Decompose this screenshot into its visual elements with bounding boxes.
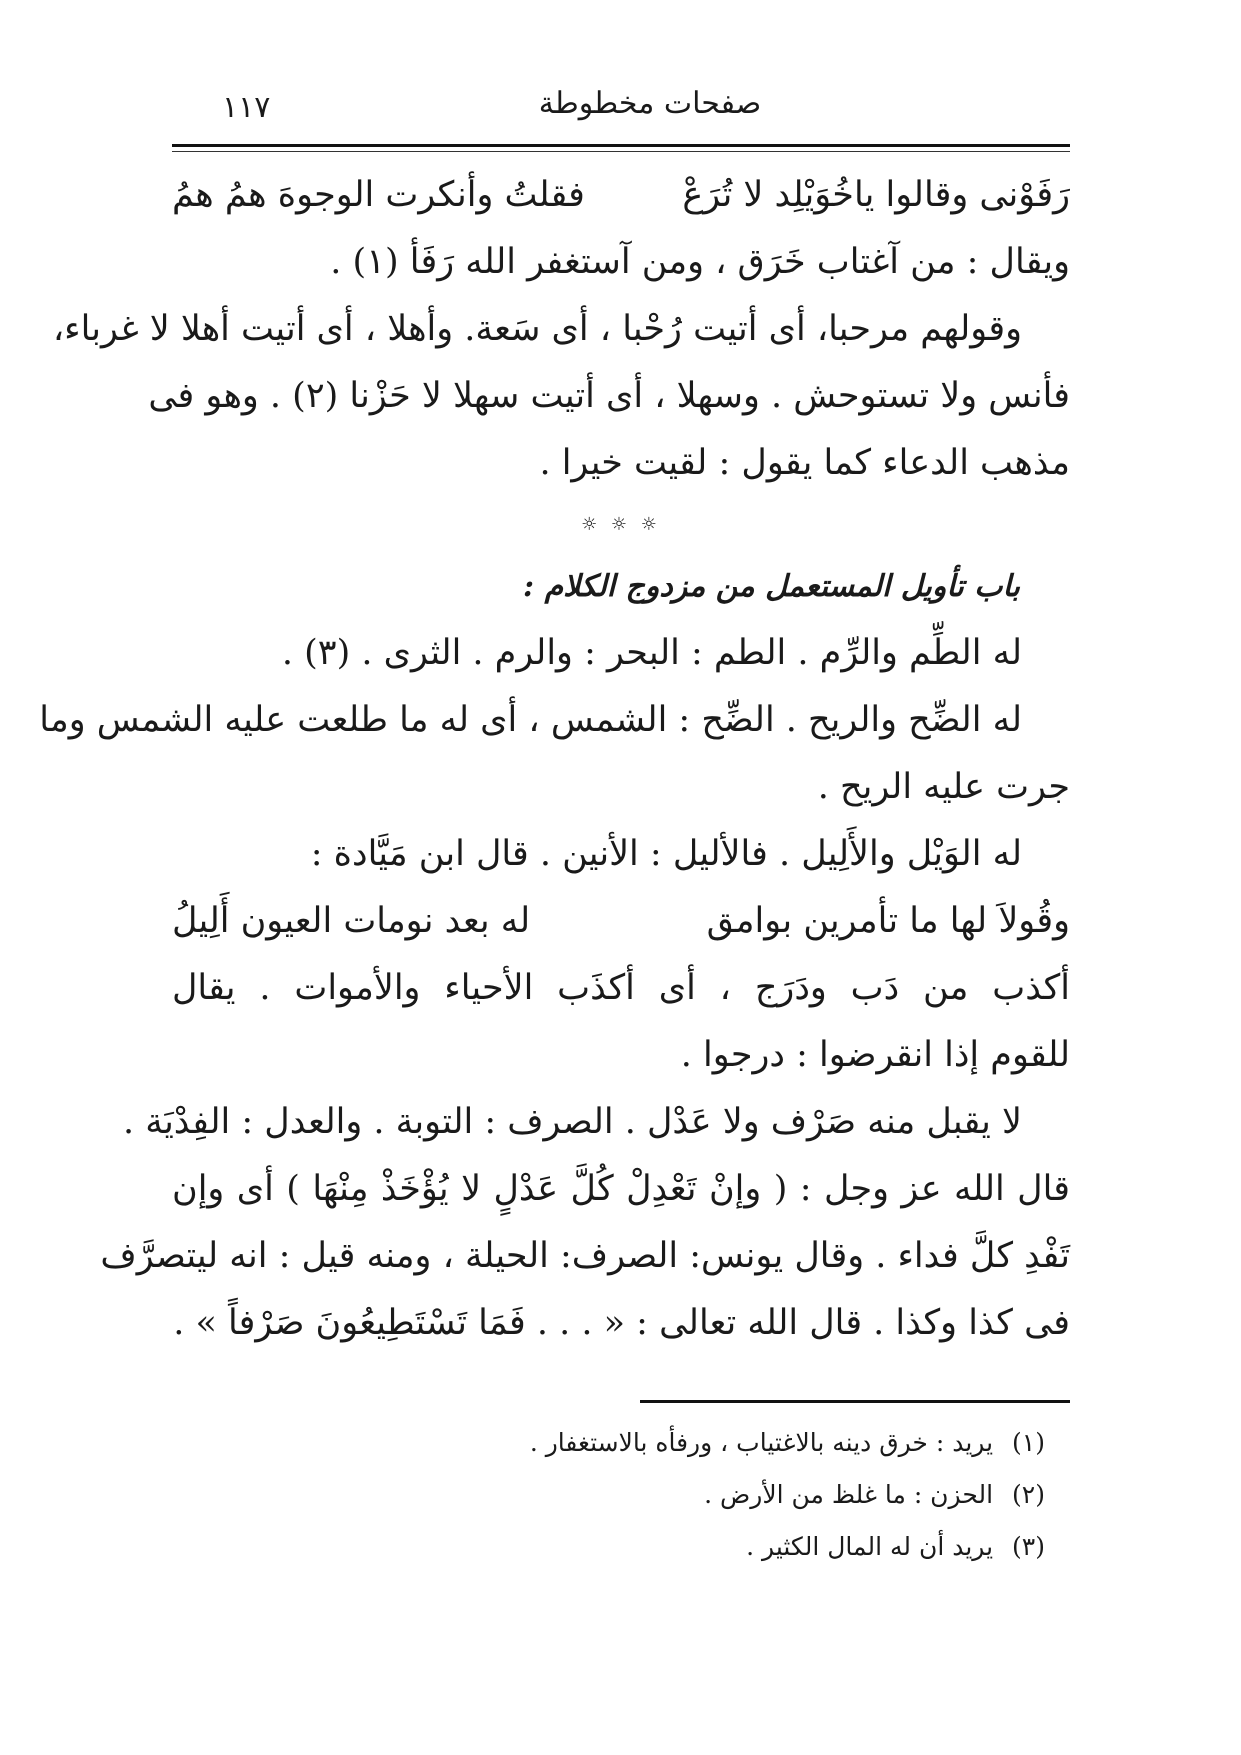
- footnote-rule: [640, 1400, 1070, 1403]
- footnote: [300, 1469, 1045, 1521]
- text-line: مذهب الدعاء كما يقول : لقيت خيرا .: [539, 443, 1070, 483]
- main-text: [39, 162, 1070, 1357]
- text-line: لا يقبل منه صَرْف ولا عَدْل . الصرف : التوبة . والعدل : الفِدْيَة .: [123, 1102, 1022, 1142]
- text-line: للقوم إذا انقرضوا : درجوا .: [680, 1035, 1070, 1075]
- verse-line-1: [172, 162, 1070, 229]
- verse-hemistich-left: له بعد نومات العيون أَلِيلُ: [172, 901, 531, 941]
- footnote-number: (٣): [1012, 1532, 1045, 1561]
- text-line: جرت عليه الريح .: [817, 767, 1070, 807]
- footnote: [300, 1521, 1045, 1573]
- footnote-text: الحزن : ما غلظ من الأرض .: [704, 1480, 994, 1509]
- text-line: فأنس ولا تستوحش . وسهلا ، أى أتيت سهلا لا حَزْنا (٢) . وهو فى: [148, 376, 1070, 416]
- verse-line-2: [172, 888, 1070, 955]
- text-line: قال الله عز وجل : ( وإنْ تَعْدِلْ كُلَّ عَدْلٍ لا يُؤْخَذْ مِنْهَا ) أى وإن: [172, 1169, 1070, 1209]
- header-rule-thin: [172, 151, 1070, 152]
- footnote-text: يريد أن له المال الكثير .: [746, 1532, 994, 1561]
- verse-hemistich-right: وقُولاَ لها ما تأمرين بوامق: [706, 901, 1070, 941]
- page-header: [170, 82, 1070, 132]
- text-line: ويقال : من آغتاب خَرَق ، ومن آستغفر الله رَفَأ (١) .: [330, 242, 1070, 282]
- running-title: صفحات مخطوطة: [538, 86, 762, 121]
- text-line: فى كذا وكذا . قال الله تعالى : « . . . فَمَا تَسْتَطِيعُونَ صَرْفاً » .: [173, 1303, 1070, 1343]
- verse-hemistich-right: رَفَوْنى وقالوا ياخُوَيْلِد لا تُرَعْ: [682, 175, 1070, 215]
- section-heading: باب تأويل المستعمل من مزدوج الكلام :: [523, 569, 1020, 604]
- verse-hemistich-left: فقلتُ وأنكرت الوجوهَ همُ همُ: [172, 175, 585, 215]
- text-line: أكذب من دَب ودَرَج ، أى أكذَب الأحياء والأموات . يقال: [172, 968, 1070, 1008]
- section-separator: ☼ ☼ ☼: [581, 514, 661, 535]
- page-number: ١١٧: [222, 90, 271, 125]
- footnote: [300, 1417, 1045, 1469]
- footnote-number: (١): [1012, 1428, 1045, 1457]
- text-line: له الضِّح والريح . الضِّح : الشمس ، أى له ما طلعت عليه الشمس وما: [39, 700, 1022, 740]
- text-line: له الوَيْل والأَلِيل . فالأليل : الأنين . قال ابن مَيَّادة :: [310, 834, 1022, 874]
- footnotes: [300, 1417, 1045, 1573]
- text-line: له الطِّم والرِّم . الطم : البحر : والرم . الثرى . (٣) .: [281, 633, 1022, 673]
- footnote-text: يريد : خرق دينه بالاغتياب ، ورفأه بالاستغفار .: [529, 1428, 994, 1457]
- footnote-number: (٢): [1012, 1480, 1045, 1509]
- header-rule: [172, 144, 1070, 147]
- text-line: تَفْدِ كلَّ فداء . وقال يونس: الصرف: الحيلة ، ومنه قيل : انه ليتصرَّف: [100, 1236, 1070, 1276]
- text-line: وقولهم مرحبا، أى أتيت رُحْبا ، أى سَعة. وأهلا ، أى أتيت أهلا لا غرباء،: [52, 309, 1022, 349]
